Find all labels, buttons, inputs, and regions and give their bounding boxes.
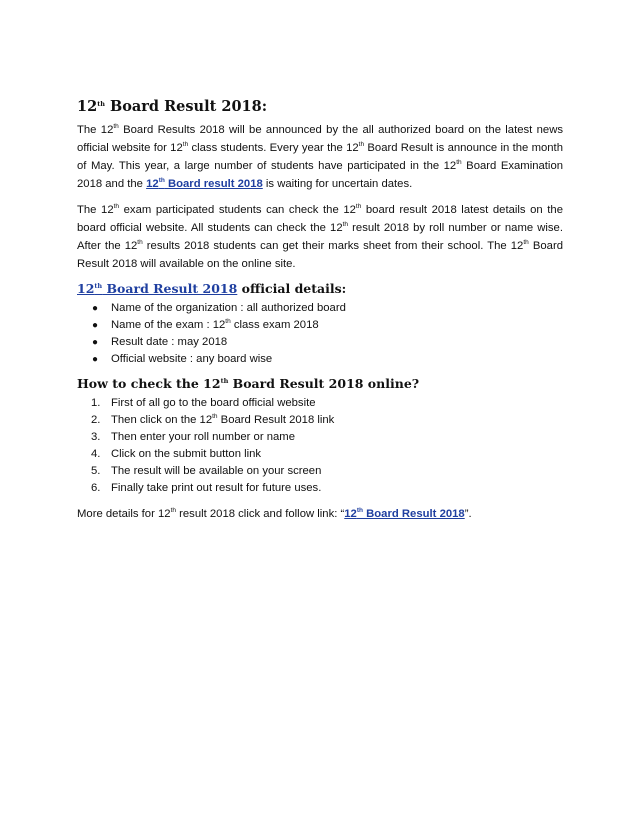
footer-paragraph: More details for 12th result 2018 click and follow link: “12th Board Result 2018”.	[77, 507, 472, 520]
intro-paragraph: The 12th Board Results 2018 will be announced by the all authorized board on the latest news official website for 12th class students. Every year the 12th Board Result is announce in the month of May. This year, a large number of students have participated in the 12th Board Examination 2018 and the 12th Board result 2018 is waiting for uncertain dates.	[77, 123, 564, 190]
bullet-icon: ●	[92, 320, 99, 331]
list-item: ● Official website : any board wise	[77, 351, 563, 368]
step-number: 1.	[91, 397, 101, 409]
step-number: 2.	[91, 414, 101, 426]
board-result-link[interactable]: 12th Board result 2018	[146, 177, 263, 190]
list-item: ● Name of the exam : 12th class exam 2018	[77, 317, 563, 334]
list-item: 3. Then enter your roll number or name	[77, 429, 563, 446]
page-title: 12th Board Result 2018:	[77, 98, 268, 115]
step-number: 4.	[91, 448, 101, 460]
document-content	[77, 98, 563, 531]
official-details-link[interactable]: 12th Board Result 2018	[77, 281, 238, 296]
step-number: 6.	[91, 482, 101, 494]
official-details-list	[77, 300, 563, 368]
list-item: 2. Then click on the 12th Board Result 2018 link	[77, 412, 563, 429]
how-to-check-heading: How to check the 12th Board Result 2018 online?	[77, 376, 420, 391]
bullet-icon: ●	[92, 354, 99, 365]
steps-list	[77, 395, 563, 497]
step-number: 5.	[91, 465, 101, 477]
bullet-icon: ●	[92, 337, 99, 348]
bullet-icon: ●	[92, 303, 99, 314]
list-item: 1. First of all go to the board official website	[77, 395, 563, 412]
details-paragraph: The 12th exam participated students can check the 12th board result 2018 latest details on the board official website. All students can check the 12th result 2018 by roll number or name wise. After the 12th results 2018 students can get their marks sheet from their school. The 12th Board Result 2018 will available on the online site.	[77, 203, 564, 270]
list-item: ● Result date : may 2018	[77, 334, 563, 351]
list-item: 4. Click on the submit button link	[77, 446, 563, 463]
list-item: 6. Finally take print out result for future uses.	[77, 480, 563, 497]
list-item: 5. The result will be available on your screen	[77, 463, 563, 480]
official-details-heading: 12th Board Result 2018 official details:	[77, 281, 347, 296]
step-number: 3.	[91, 431, 101, 443]
footer-board-result-link[interactable]: 12th Board Result 2018	[344, 507, 465, 520]
list-item: ● Name of the organization : all authorized board	[77, 300, 563, 317]
